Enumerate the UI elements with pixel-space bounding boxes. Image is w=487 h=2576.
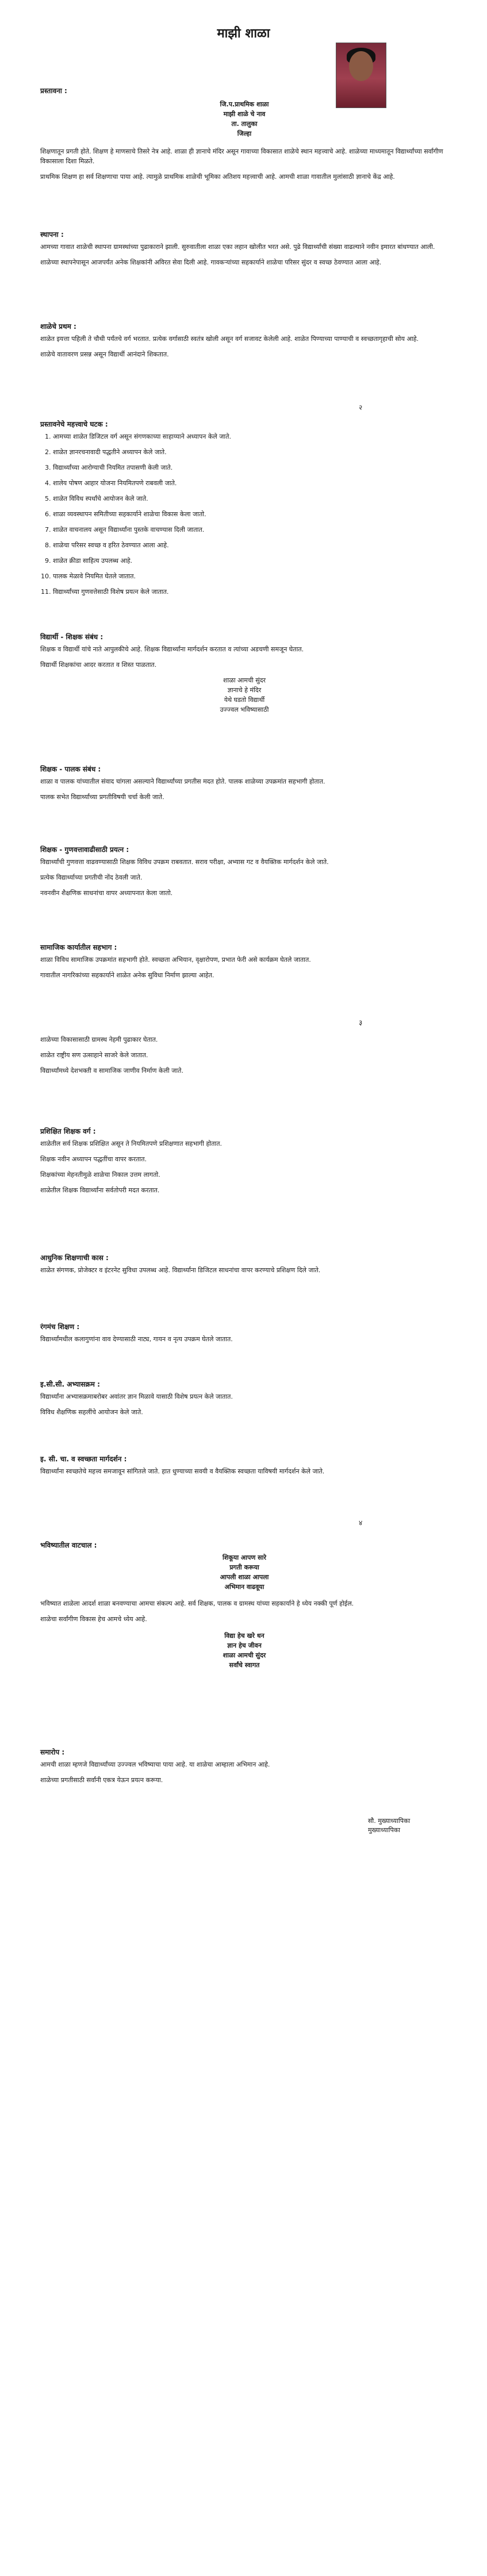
- paragraph: विद्यार्थ्यांना अभ्यासक्रमाबरोबर अवांतर ज्ञान मिळावे यासाठी विशेष प्रयत्न केले जातात.: [40, 1393, 233, 1400]
- verse-line: शिकूया आपण सारे: [223, 1554, 266, 1561]
- paragraph: नवनवीन शैक्षणिक साधनांचा वापर अध्यापनात केला जातो.: [40, 889, 173, 897]
- address-line: जिल्हा: [237, 130, 252, 137]
- paragraph: शिक्षणातून प्रगती होते. शिक्षण हे माणसाचे तिसरे नेत्र आहे. शाळा ही ज्ञानाचे मंदिर असून गावाच्या विकासात शाळेचे स्थान महत्त्वाचे आहे. शाळेच्या माध्यमातून विद्यार्थ्यांच्या सर्वांगीण विकासाला दिशा मिळते.: [40, 148, 443, 165]
- shalechi-section: [40, 322, 448, 365]
- paragraph: शिक्षकांच्या मेहनतीमुळे शाळेचा निकाल उत्तम लागतो.: [40, 1171, 160, 1178]
- verse-line: येथे घडतो विद्यार्थी: [224, 696, 265, 704]
- page-number: ३: [359, 1019, 363, 1027]
- signature-name: सौ. मुख्याध्यापिका: [368, 1817, 411, 1825]
- vidyarthi-section: [40, 632, 448, 715]
- paragraph: आमची शाळा म्हणजे विद्यार्थ्यांच्या उज्ज्वल भविष्याचा पाया आहे. या शाळेचा आम्हाला अभिमान आहे.: [40, 1761, 270, 1768]
- paragraph: विद्यार्थ्यांमधील कलागुणांना वाव देण्यासाठी नाट्य, गायन व नृत्य उपक्रम घेतले जातात.: [40, 1335, 233, 1343]
- paragraph: शाळा विविध सामाजिक उपक्रमांत सहभागी होते. स्वच्छता अभियान, वृक्षारोपण, प्रभात फेरी असे कार्यक्रम घेतले जातात.: [40, 956, 311, 963]
- paragraph: शिक्षक नवीन अध्यापन पद्धतींचा वापर करतात.: [40, 1155, 147, 1163]
- paragraph: शाळेच्या प्रगतीसाठी सर्वांनी एकत्र येऊन प्रयत्न करूया.: [40, 1776, 163, 1784]
- paragraph: शाळेचा सर्वांगीण विकास हेच आमचे ध्येय आहे.: [40, 1615, 147, 1623]
- paragraph: शाळेत राष्ट्रीय सण उत्साहाने साजरे केले जातात.: [40, 1051, 148, 1059]
- verse: [40, 1553, 448, 1592]
- list-item: 6. शाळा व्यवस्थापन समितीच्या सहकार्याने शाळेचा विकास केला जातो.: [53, 509, 448, 519]
- signature-block: [368, 1817, 410, 1835]
- features-list: [40, 432, 448, 597]
- paragraph: विद्यार्थ्यांना स्वच्छतेचे महत्त्व समजावून सांगितले जाते. हात धुण्याच्या सवयी व वैयक्तिक स्वच्छता याविषयी मार्गदर्शन केले जाते.: [40, 1468, 325, 1475]
- paragraph: शाळा व पालक यांच्यातील संवाद चांगला असल्याने विद्यार्थ्यांच्या प्रगतीस मदत होते. पालक शाळेच्या उपक्रमांत सहभागी होतात.: [40, 778, 325, 785]
- section-heading: भविष्यातील वाटचाल :: [40, 1541, 97, 1549]
- paragraph: शाळेचे वातावरण प्रसन्न असून विद्यार्थी आनंदाने शिकतात.: [40, 351, 169, 358]
- paragraph: शिक्षक व विद्यार्थी यांचे नाते आपुलकीचे आहे. शिक्षक विद्यार्थ्यांना मार्गदर्शन करतात व त्यांच्या अडचणी समजून घेतात.: [40, 646, 304, 653]
- section-heading: शाळेचे प्रथम :: [40, 323, 76, 331]
- paragraph: प्राथमिक शिक्षण हा सर्व शिक्षणाचा पाया आहे. त्यामुळे प्राथमिक शाळेची भूमिका अतिशय महत्त्वाची आहे. आमची शाळा गावातील मुलांसाठी ज्ञानाचे केंद्र आहे.: [40, 173, 395, 181]
- address-line: माझी शाळे चे नाव: [223, 110, 266, 118]
- section-heading: प्रस्तावनेचे महत्त्वाचे घटक :: [40, 420, 108, 428]
- paragraph: आमच्या गावात शाळेची स्थापना ग्रामस्थांच्या पुढाकाराने झाली. सुरुवातीला शाळा एका लहान खोलीत भरत असे. पुढे विद्यार्थ्यांची संख्या वाढल्याने नवीन इमारत बांधण्यात आली.: [40, 243, 435, 251]
- features-section: [40, 420, 448, 602]
- address-line: ता. तालुका: [231, 120, 258, 128]
- list-item: 4. शालेय पोषण आहार योजना नियमितपणे राबवली जाते.: [53, 478, 448, 488]
- prastavana-heading: प्रस्तावना :: [40, 87, 67, 95]
- page-number: २: [359, 404, 363, 412]
- gunvatta-section: [40, 845, 448, 904]
- adhunik-section: [40, 1253, 448, 1281]
- page-title: माझी शाळा: [217, 26, 270, 41]
- section-heading: इ.सी.सी. अभ्यासक्रम :: [40, 1380, 100, 1388]
- verse-line: उज्ज्वल भविष्यासाठी: [220, 706, 269, 713]
- paragraph: भविष्यात शाळेला आदर्श शाळा बनवण्याचा आमचा संकल्प आहे. सर्व शिक्षक, पालक व ग्रामस्थ यांच्या सहकार्याने हे ध्येय नक्की पूर्ण होईल.: [40, 1600, 354, 1607]
- paragraph: प्रत्येक विद्यार्थ्याच्या प्रगतीची नोंद ठेवली जाते.: [40, 874, 143, 881]
- verse-line: प्रगती करूया: [229, 1564, 259, 1571]
- verse-line: सर्वांचे स्वागत: [229, 1661, 260, 1669]
- paragraph: पालक सभेत विद्यार्थ्यांच्या प्रगतीविषयी चर्चा केली जाते.: [40, 793, 164, 801]
- list-item: 10. पालक मेळावे नियमित घेतले जातात.: [53, 571, 448, 581]
- paragraph: शाळेच्या विकासासाठी ग्रामस्थ नेहमी पुढाकार घेतात.: [40, 1036, 158, 1043]
- paragraph: शाळेतील शिक्षक विद्यार्थ्यांना सर्वतोपरी मदत करतात.: [40, 1187, 160, 1194]
- bhavishya-section: [40, 1541, 448, 1670]
- samajik-section: [40, 943, 448, 986]
- list-item: 11. विद्यार्थ्यांच्या गुणवत्तेसाठी विशेष प्रयत्न केले जातात.: [53, 587, 448, 597]
- samaropa-section: [40, 1748, 448, 1791]
- list-item: 2. शाळेत ज्ञानरचनावादी पद्धतीने अध्यापन केले जाते.: [53, 447, 448, 457]
- section-heading: शिक्षक - पालक संबंध :: [40, 765, 101, 773]
- signature-role: मुख्याध्यापिका: [368, 1826, 401, 1834]
- paragraph: शाळेच्या स्थापनेपासून आजपर्यंत अनेक शिक्षकांनी अविरत सेवा दिली आहे. गावकऱ्यांच्या सहकार्याने शाळेचा परिसर सुंदर व स्वच्छ ठेवण्यात आला आहे.: [40, 259, 382, 266]
- paragraph: शाळेतील सर्व शिक्षक प्रशिक्षित असून ते नियमितपणे प्रशिक्षणात सहभागी होतात.: [40, 1140, 223, 1147]
- section-heading: शिक्षक - गुणवत्तावाढीसाठी प्रयत्न :: [40, 846, 129, 854]
- page-number: ४: [359, 1519, 363, 1527]
- paragraph: गावातील नागरिकांच्या सहकार्याने शाळेत अनेक सुविधा निर्माण झाल्या आहेत.: [40, 972, 214, 979]
- paragraph: विद्यार्थी शिक्षकांचा आदर करतात व शिस्त पाळतात.: [40, 661, 157, 669]
- list-item: 1. आमच्या शाळेत डिजिटल वर्ग असून संगणकाच्या साहाय्याने अध्यापन केले जाते.: [53, 432, 448, 442]
- verse-line: ज्ञान हेच जीवन: [227, 1642, 262, 1649]
- paragraph: विविध शैक्षणिक सहलींचे आयोजन केले जाते.: [40, 1408, 143, 1416]
- section-heading: विद्यार्थी - शिक्षक संबंध :: [40, 633, 103, 641]
- paragraph: शाळेत इयत्ता पहिली ते चौथी पर्यंतचे वर्ग भरतात. प्रत्येक वर्गासाठी स्वतंत्र खोली असून वर्ग सजावट केलेली आहे. शाळेत पिण्याच्या पाण्याची व स्वच्छतागृहाची सोय आहे.: [40, 335, 419, 343]
- sthapana-section: [40, 230, 448, 273]
- section-heading: सामाजिक कार्यातील सहभाग :: [40, 943, 117, 951]
- paragraph: शाळेत संगणक, प्रोजेक्टर व इंटरनेट सुविधा उपलब्ध आहे. विद्यार्थ्यांना डिजिटल साधनांचा वापर करण्याचे प्रशिक्षण दिले जाते.: [40, 1266, 321, 1274]
- extra-section: [40, 1035, 448, 1081]
- section-heading: इ. सी. चा. व स्वच्छता मार्गदर्शन :: [40, 1455, 127, 1463]
- rangmanch-section: [40, 1322, 448, 1350]
- section-heading: आधुनिक शिक्षणाची कास :: [40, 1254, 109, 1262]
- verse-line: ज्ञानाचे हे मंदिर: [227, 686, 262, 694]
- section-heading: प्रशिक्षित शिक्षक वर्ग :: [40, 1127, 96, 1135]
- verse: [40, 1631, 448, 1670]
- abhyas-section: [40, 1380, 448, 1423]
- verse-line: शाळा आमची सुंदर: [223, 1652, 266, 1659]
- verse-line: अभिमान वाढवूया: [224, 1583, 264, 1591]
- photo-face: [349, 51, 373, 81]
- verse-line: शाळा आमची सुंदर: [223, 677, 266, 684]
- intro-section: [40, 86, 448, 187]
- list-item: 8. शाळेचा परिसर स्वच्छ व हरित ठेवण्यात आला आहे.: [53, 540, 448, 550]
- verse: [40, 675, 448, 715]
- school-address: [40, 99, 448, 139]
- paragraph: विद्यार्थ्यांमध्ये देशभक्ती व सामाजिक जाणीव निर्माण केली जाते.: [40, 1067, 183, 1074]
- list-item: 3. विद्यार्थ्यांच्या आरोग्याची नियमित तपासणी केली जाते.: [53, 463, 448, 473]
- section-heading: रंगमंच शिक्षण :: [40, 1323, 80, 1331]
- section-heading: समारोप :: [40, 1748, 65, 1756]
- verse-line: आपली शाळा आपला: [220, 1573, 269, 1581]
- list-item: 5. शाळेत विविध स्पर्धांचे आयोजन केले जाते.: [53, 494, 448, 504]
- prashikshan-section: [40, 1127, 448, 1201]
- list-item: 9. शाळेत क्रीडा साहित्य उपलब्ध आहे.: [53, 556, 448, 566]
- verse-line: विद्या हेच खरे धन: [224, 1632, 264, 1640]
- list-item: 7. शाळेत वाचनालय असून विद्यार्थ्यांना पुस्तके वाचण्यास दिली जातात.: [53, 525, 448, 535]
- address-line: जि.प.प्राथमिक शाळा: [220, 101, 269, 108]
- esi-section: [40, 1454, 448, 1482]
- paragraph: विद्यार्थ्यांची गुणवत्ता वाढवण्यासाठी शिक्षक विविध उपक्रम राबवतात. सराव परीक्षा, अभ्यास गट व वैयक्तिक मार्गदर्शन केले जाते.: [40, 858, 329, 866]
- palak-section: [40, 765, 448, 808]
- section-heading: स्थापना :: [40, 231, 64, 239]
